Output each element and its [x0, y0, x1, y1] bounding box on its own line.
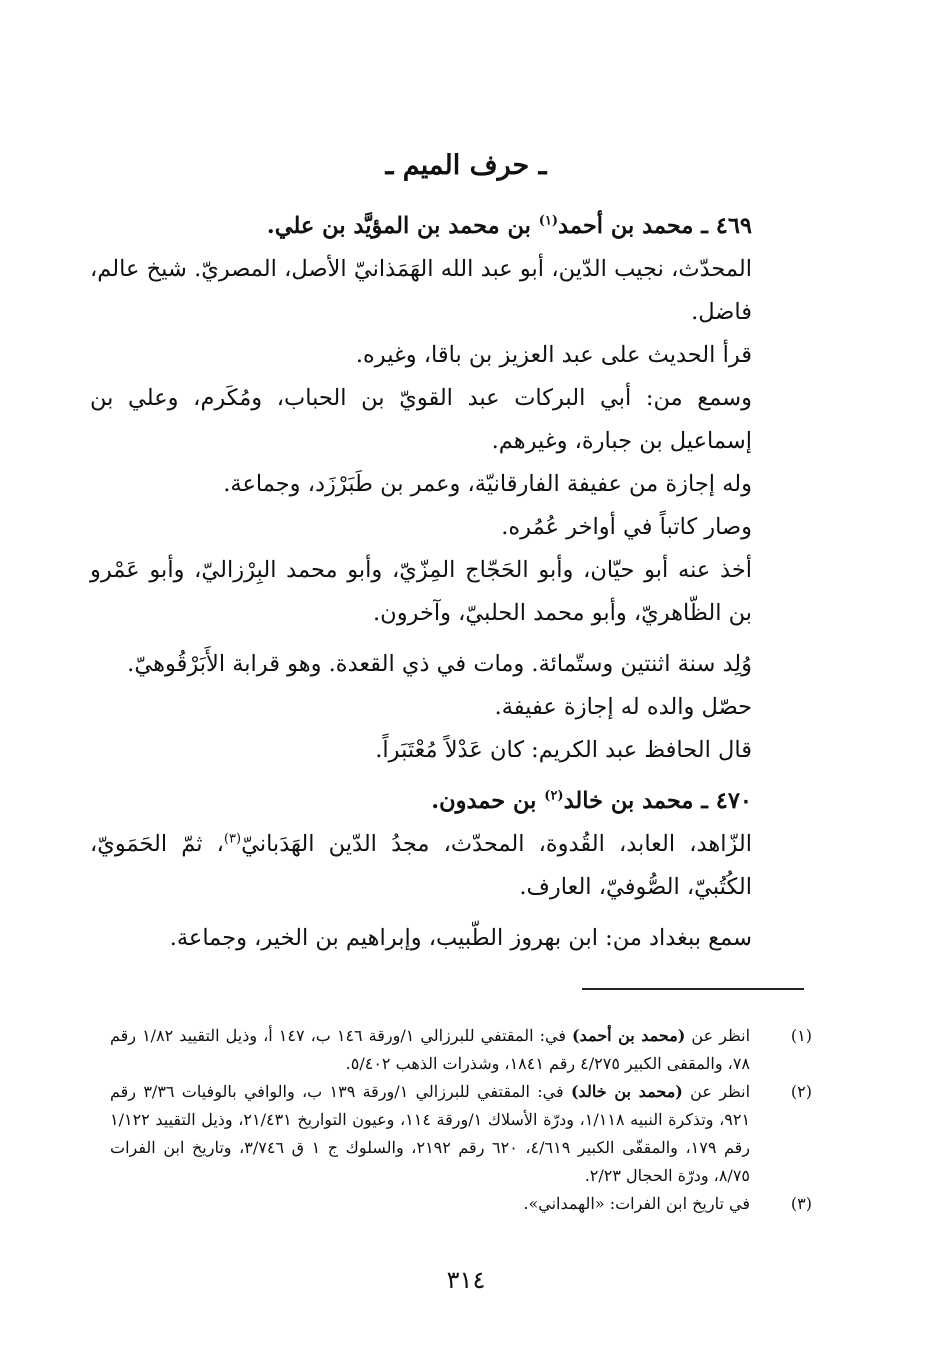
footnote-3 [110, 1190, 812, 1218]
footnotes [110, 1022, 812, 1218]
entry-469-para-3: وسمع من: أبي البركات عبد القويّ بن الحباب، ومُكَرم، وعلي بن إسماعيل بن جبارة، وغيرهم. [90, 385, 752, 454]
entry-469-title [90, 205, 810, 248]
main-text [90, 205, 810, 960]
footnote-ref[interactable]: (٢) [544, 788, 564, 804]
footnote-text: انظر عن (محمد بن خالد) في: المقتفي للبرزالي ١/ورقة ١٣٩ ب، والوافي بالوفيات ٣/٣٦ رقم ٩٢١، وتذكرة النبيه ١/١١٨، ودرّة الأسلاك ١/ورقة ١١٤، وعيون التواريخ ٢١/٤٣١، وذيل التقييد ١/١٢٢ رقم ١٧٩، والمقفّى الكبير ٤/٦١٩، ٦٢٠ رقم ٢١٩٢، والسلوك ج ١ ق ٣/٧٤٦، وتاريخ ابن الفرات ٨/٧٥، ودرّة الحجال ٢/٢٣. [110, 1082, 751, 1185]
entry-469-para-6: أخذ عنه أبو حيّان، وأبو الحَجّاج المِزّيّ، وأبو محمد البِرْزاليّ، وأبو عَمْرو بن الظّاهريّ، وأبو محمد الحلبيّ، وآخرون. [90, 557, 752, 626]
entry-number: ٤٧٠ [715, 788, 752, 814]
entry-469-para-5: وصار كاتباً في أواخر عُمُره. [501, 514, 752, 540]
footnote-divider [582, 988, 804, 990]
page-number: ٣١٤ [446, 1266, 486, 1294]
entry-469-para-1: المحدّث، نجيب الدّين، أبو عبد الله الهَمَذانيّ الأصل، المصريّ. شيخ عالم، فاضل. [90, 256, 752, 325]
footnote-2 [110, 1078, 812, 1190]
entry-470-para-1-rest: ، ثمّ الحَمَويّ، الكُتُبيّ، الصُّوفيّ، العارف. [90, 831, 752, 900]
entry-lineage: بن حمدون. [431, 788, 545, 814]
entry-470-para-1 [90, 823, 810, 909]
footnote-ref[interactable]: (١) [538, 213, 559, 229]
footnote-ref[interactable]: (٣) [223, 831, 242, 847]
footnote-text: انظر عن (محمد بن أحمد) في: المقتفي للبرزالي ١/ورقة ١٤٦ ب، ١٤٧ أ، وذيل التقييد ١/٨٢ رقم ٧٨، والمقفى الكبير ٤/٢٧٥ رقم ١٨٤١، وشذرات الذهب ٥/٤٠٢. [110, 1026, 751, 1073]
entry-469-para-9: قال الحافظ عبد الكريم: كان عَدْلاً مُعْتَبَراً. [375, 737, 752, 763]
entry-469-para-2: قرأ الحديث على عبد العزيز بن باقا، وغيره. [355, 342, 752, 368]
entry-name: محمد بن أحمد [558, 213, 694, 239]
footnote-number: (١) [790, 1026, 812, 1045]
entry-469-para-7: وُلِد سنة اثنتين وستّمائة. ومات في ذي القعدة. وهو قرابة الأَبَرْقُوهيّ. [127, 651, 752, 677]
entry-469-para-4: وله إجازة من عفيفة الفارقانيّة، وعمر بن طَبَرْزَد، وجماعة. [223, 471, 752, 497]
footnote-number: (٢) [790, 1082, 812, 1101]
footnote-text: في تاريخ ابن الفرات: «الهمداني». [523, 1194, 750, 1213]
section-header: ـ حرف الميم ـ [385, 150, 547, 181]
entry-470-title [90, 780, 810, 823]
footnote-number: (٣) [790, 1194, 812, 1213]
entry-469-para-8: حصّل والده له إجازة عفيفة. [494, 694, 752, 720]
entry-lineage: بن محمد بن المؤيَّد بن علي. [266, 213, 539, 239]
entry-470-para-1-text: الزّاهد، العابد، القُدوة، المحدّث، مجدُ الدّين الهَدَبانيّ [241, 831, 752, 857]
footnote-1 [110, 1022, 812, 1078]
entry-number: ٤٦٩ [715, 213, 752, 239]
entry-dash: ـ [693, 213, 716, 239]
entry-470-para-2: سمع ببغداد من: ابن بهروز الطّبيب، وإبراهيم بن الخير، وجماعة. [169, 925, 752, 951]
entry-name: محمد بن خالد [563, 788, 694, 814]
entry-dash: ـ [693, 788, 716, 814]
